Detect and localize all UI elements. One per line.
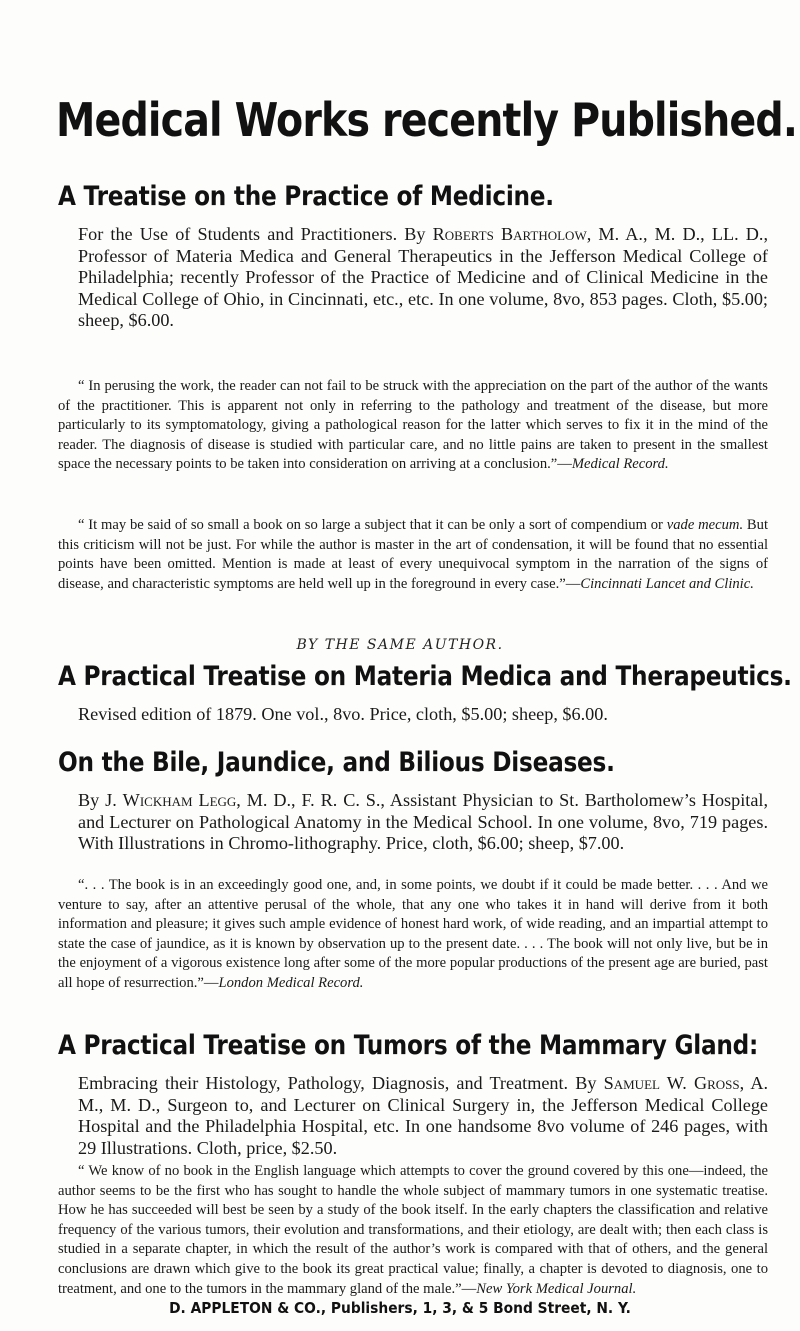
review-italic: vade mecum. [666,517,744,533]
review-text: “. . . The book is in an exceedingly good one, and, in some points, we doubt if it could be made better. . . . And we venture to say, after an attentive perusal of the whole, that any one who takes it in hand will derive from it both information and pleasure; it gives such ample evidence of honest hard work, of wide reading, and an impartial attempt to state the case of jaundice, as it is known by observation up to the present date. . . . The book will not only live, but be in the enjoyment of a vigorous existence long after some of the more popular productions of the present age are buried, past all hope of resurrection.”— [58,877,768,991]
work-description [78,790,768,855]
review-text: “ We know of no book in the English language which attempts to cover the ground covered by this one—indeed, the author seems to be the first who has sought to handle the whole subject of mammary tumors in one systematic treatise. How he has succeeded will best be seen by a study of the book itself. In the early chapters the classification and relative frequency of the various tumors, their evolution and transformations, and their etiology, are dealt with; then each class is studied in a separate chapter, in which the result of the author’s work is compared with that of others, and the general conclusions are drawn which give to the book its great practical value; finally, a chapter is devoted to diagnosis, one to treatment, and one to the tumors in the mammary gland of the male.”— [58,1163,768,1297]
author-name: Roberts Bartholow [432,224,587,244]
desc-text: , A. M., M. D., Surgeon to, and Lecturer on Clinical Surgery in, the Jefferson Medical College Hospital and the Philadelphia Hospital, etc. In one handsome 8vo volume of 246 pages, with 29 Illustrations. Cloth, price, $2.50. [78,1073,768,1158]
review-quote [58,876,768,994]
review-source: Medical Record. [571,456,669,473]
work-description [78,224,768,332]
work-title-bile-jaundice: On the Bile, Jaundice, and Bilious Diseases. [58,747,615,778]
review-source: Cincinnati Lancet and Clinic. [580,575,754,592]
work-title-materia-medica: A Practical Treatise on Materia Medica and Therapeutics. [58,661,792,692]
review-text: “ In perusing the work, the reader can not fail to be struck with the appreciation on the part of the author of the wants of the practitioner. This is apparent not only in referring to the pathology and treatment of the disease, but more particularly to its symptomatology, giving a pathological reason for the latter which serves to fix it in the mind of the reader. The diagnosis of disease is studied with particular care, and no little pains are taken to present in the smallest space the necessary points to be taken into consideration on arriving at a conclusion.”— [58,378,768,473]
publisher-footer: D. APPLETON & CO., Publishers, 1, 3, & 5 Bond Street, N. Y. [169,1299,631,1317]
review-quote [58,377,768,475]
work-title-mammary-tumors: A Practical Treatise on Tumors of the Mammary Gland: [58,1030,759,1061]
review-source: New York Medical Journal. [476,1280,637,1297]
review-text: But this criticism will not be just. For while the author is master in the art of condensation, it will be found that no essential points have been omitted. Mention is made at least of every unequivocal symptom in the narration of the signs of disease, and characteristic symptoms are held well up in the foreground in every case.”— [58,517,768,592]
review-quote [58,1162,768,1299]
page-title: Medical Works recently Published. [56,93,798,147]
desc-text: By J. [78,790,123,810]
desc-text: For the Use of Students and Practitioners. By [78,224,433,244]
desc-text: , M. A., M. D., LL. D., Professor of Materia Medica and General Therapeutics in the Jefferson Medical College of Philadelphia; recently Professor of the Practice of Medicine and of Clinical Medicine in the Medical College of Ohio, in Cincinnati, etc., etc. In one volume, 8vo, 853 pages. Cloth, $5.00; sheep, $6.00. [78,224,768,331]
author-name: Wickham Legg [122,790,237,810]
work-title-practice-of-medicine: A Treatise on the Practice of Medicine. [58,181,554,212]
review-quote [58,516,768,594]
desc-text: Embracing their Histology, Pathology, Diagnosis, and Treatment. By [78,1073,604,1093]
work-description [78,1073,768,1159]
review-text: “ It may be said of so small a book on so large a subject that it can be only a sort of compendium or [78,517,667,533]
byline-heading: BY THE SAME AUTHOR. [296,637,504,653]
review-source: London Medical Record. [218,974,364,991]
desc-text: , M. D., F. R. C. S., Assistant Physician to St. Bartholomew’s Hospital, and Lecturer on Pathological Anatomy in the Medical School. In one volume, 8vo, 719 pages. With Illustrations in Chromo-lithography. Price, cloth, $6.00; sheep, $7.00. [78,790,768,854]
work-description: Revised edition of 1879. One vol., 8vo. Price, cloth, $5.00; sheep, $6.00. [78,704,608,724]
author-name: Samuel W. Gross [603,1073,740,1093]
